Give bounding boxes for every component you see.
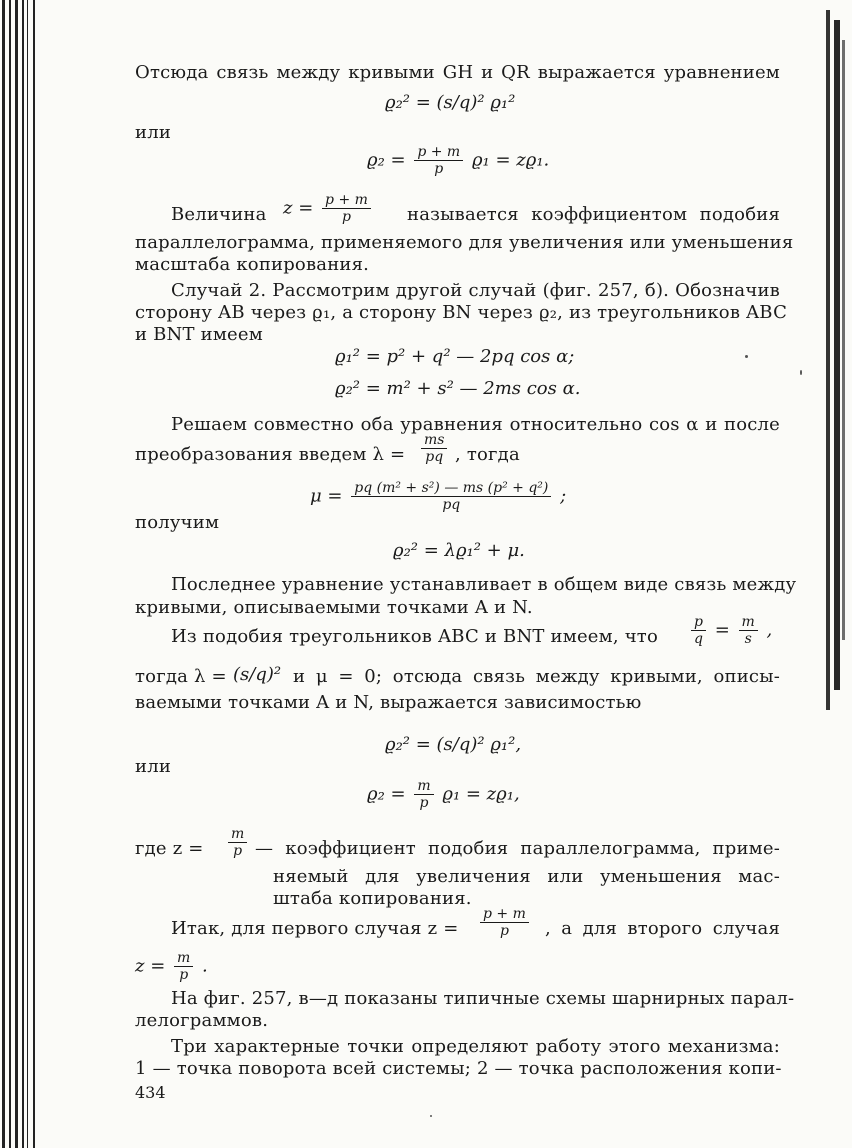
text-line-6: сторону AB через ϱ₁, а сторону BN через ϱ₂, из треугольников ABC <box>135 302 788 323</box>
formula-mu: μ = $\frac{\text{pq (m² + s²) — ms (p² + q²)}}{pq}$ ; <box>310 480 567 513</box>
text-togda-lambda: тогда λ = <box>135 666 227 687</box>
formula-p-q-m-s: $\frac{p}{q}$ = $\frac{m}{s}$ , <box>688 614 772 647</box>
scan-speck <box>800 370 802 375</box>
text-line-21: На фиг. 257, в—д показаны типичные схемы шарнирных парал- <box>171 988 795 1009</box>
formula-rho2-squared: ϱ₂² = (s/q)² ϱ₁² <box>385 92 516 113</box>
text-koeff-2: няемый для увеличения или уменьшения мас- <box>273 866 780 887</box>
formula-first-case: $\frac{p + m}{p}$ <box>477 906 532 939</box>
text-lambda-intro: преобразования введем λ = <box>135 444 406 465</box>
text-togda: , тогда <box>455 444 520 465</box>
binding-gutter <box>0 0 38 1148</box>
text-line-12: кривыми, описываемыми точками A и N. <box>135 597 533 618</box>
text-mu-zero: и μ = 0; отсюда связь между кривыми, описы- <box>293 666 780 687</box>
text-line-24: 1 — точка поворота всей системы; 2 — точка расположения копи- <box>135 1058 782 1079</box>
text-line-4: масштаба копирования. <box>135 254 370 275</box>
text-line-23: Три характерные точки определяют работу этого механизма: <box>171 1036 780 1057</box>
formula-lambda-frac: $\frac{ms}{pq}$ <box>418 432 450 465</box>
formula-rho2-cos: ϱ₂² = m² + s² — 2ms cos α. <box>335 378 581 399</box>
text-line-11: Последнее уравнение устанавливает в общем виде связь между <box>171 574 797 595</box>
text-line-1: Отсюда связь между кривыми GH и QR выражается уравнением <box>135 62 780 83</box>
text-poluchim: получим <box>135 512 220 533</box>
scan-speck <box>430 1115 432 1117</box>
formula-z-coefficient: z = $\frac{p + m}{p}$ <box>283 192 374 225</box>
right-scan-edge <box>816 0 852 1148</box>
text-itak: Итак, для первого случая z = <box>171 918 459 939</box>
text-gde-z: где z = <box>135 838 204 859</box>
text-ili-2: или <box>135 756 172 777</box>
formula-gde-frac: $\frac{m}{p}$ <box>225 826 250 859</box>
text-koeff-1: — коэффициент подобия параллелограмма, приме- <box>255 838 780 859</box>
text-line-7: и BNT имеем <box>135 324 263 345</box>
text-line-22: лелограммов. <box>135 1010 269 1031</box>
scan-speck <box>745 355 748 358</box>
text-velichina: Величина <box>171 204 267 225</box>
text-line-3: параллелограмма, применяемого для увеличения или уменьшения <box>135 232 794 253</box>
text-nazyvaetsya: называется коэффициентом подобия <box>407 204 780 225</box>
formula-rho2-sq-2: ϱ₂² = (s/q)² ϱ₁², <box>385 734 522 755</box>
formula-second-case: z = $\frac{m}{p}$ . <box>135 950 208 983</box>
text-case-2: Случай 2. Рассмотрим другой случай (фиг. 257, б). Обозначив <box>171 280 780 301</box>
page-number: 434 <box>135 1083 166 1102</box>
text-line-8: Решаем совместно оба уравнения относительно cos α и после <box>171 414 780 435</box>
text-koeff-3: штаба копирования. <box>273 888 472 909</box>
text-podobie: Из подобия треугольников ABC и BNT имеем, что <box>171 626 658 647</box>
formula-rho1-cos: ϱ₁² = p² + q² — 2pq cos α; <box>335 346 575 367</box>
text-line-15: ваемыми точками A и N, выражается зависимостью <box>135 692 642 713</box>
formula-rho2-lambda: ϱ₂² = λϱ₁² + μ. <box>393 540 525 561</box>
formula-rho2-m-p: ϱ₂ = $\frac{m}{p}$ ϱ₁ = zϱ₁, <box>367 778 520 811</box>
text-ili-1: или <box>135 122 172 143</box>
text-second-case: , а для второго случая <box>545 918 780 939</box>
formula-lambda-sq: (s/q)² <box>233 664 282 685</box>
formula-rho2-ratio: ϱ₂ = $\frac{p + m}{p}$ ϱ₁ = zϱ₁. <box>367 144 550 177</box>
